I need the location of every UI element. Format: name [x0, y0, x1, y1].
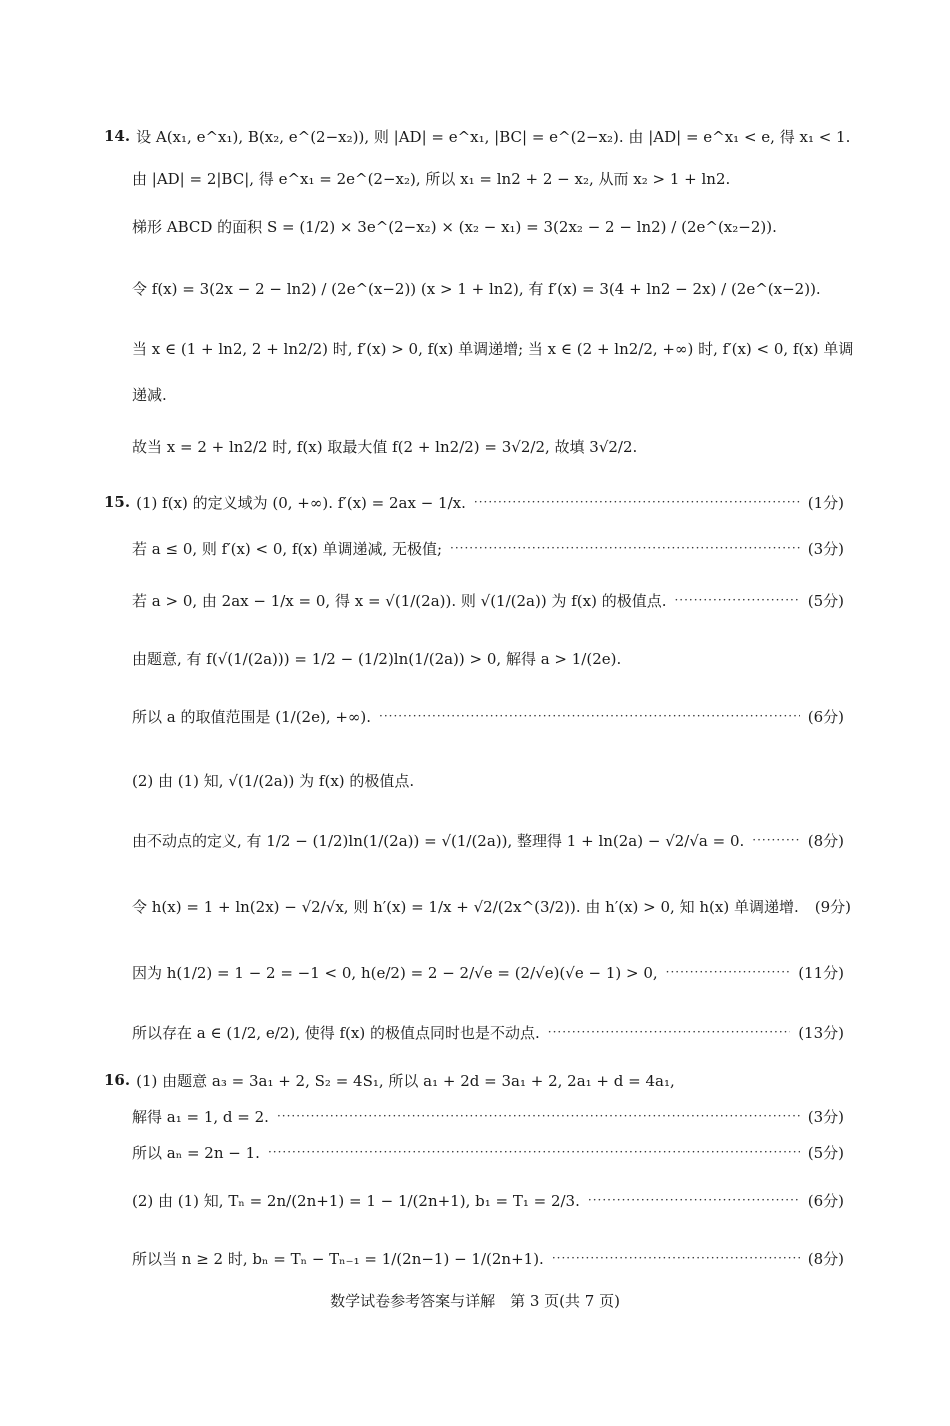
score-mark: (6分) [807, 707, 844, 726]
dot-leader [379, 709, 800, 723]
page-footer: 数学试卷参考答案与详解 第 3 页(共 7 页) [330, 1292, 620, 1310]
solution-text: 故当 x = 2 + ln2/2 时, f(x) 取最大值 f(2 + ln2/2) = 3√2/2, 故填 3√2/2. [132, 437, 638, 456]
dot-leader [552, 1251, 800, 1265]
dot-leader [474, 495, 800, 509]
dot-leader [450, 541, 800, 555]
problem-number: 16. [104, 1071, 131, 1089]
solution-text: 递减. [132, 385, 167, 404]
score-mark: (5分) [807, 1143, 844, 1162]
problem-number: 15. [104, 493, 131, 511]
p14-line-6 [132, 374, 844, 414]
solution-text: 解得 a₁ = 1, d = 2. [132, 1107, 269, 1126]
solution-text: 由题意, 有 f(√(1/(2a))) = 1/2 − (1/2)ln(1/(2a)) > 0, 解得 a > 1/(2e). [132, 649, 622, 668]
solution-text: 令 h(x) = 1 + ln(2x) − √2/√x, 则 h′(x) = 1/x + √2/(2x^(3/2)). 由 h′(x) > 0, 知 h(x) 单调递增. [132, 897, 799, 916]
score-mark: (3分) [807, 539, 844, 558]
p15-line-4 [132, 638, 844, 678]
dot-leader [548, 1025, 790, 1039]
solution-text: (2) 由 (1) 知, Tₙ = 2n/(2n+1) = 1 − 1/(2n+1), b₁ = T₁ = 2/3. [132, 1191, 580, 1210]
solution-text: 因为 h(1/2) = 1 − 2 = −1 < 0, h(e/2) = 2 − 2/√e = (2/√e)(√e − 1) > 0, [132, 963, 658, 982]
score-mark: (13分) [798, 1023, 844, 1042]
p16-line-5 [132, 1238, 844, 1278]
p14-line-2 [132, 158, 844, 198]
score-mark: (8分) [807, 831, 844, 850]
solution-text: 设 A(x₁, e^x₁), B(x₂, e^(2−x₂)), 则 |AD| = e^x₁, |BC| = e^(2−x₂). 由 |AD| = e^x₁ < e, 得 x₁ < 1. [136, 127, 851, 146]
solution-text: 所以 aₙ = 2n − 1. [132, 1143, 260, 1162]
p16-line-3 [132, 1132, 844, 1172]
solution-text: 由 |AD| = 2|BC|, 得 e^x₁ = 2e^(2−x₂), 所以 x₁ = ln2 + 2 − x₂, 从而 x₂ > 1 + ln2. [132, 169, 731, 188]
p14-line-7 [132, 426, 844, 466]
p15-line-3 [132, 580, 844, 620]
p16-line-2 [132, 1096, 844, 1136]
solution-text: 当 x ∈ (1 + ln2, 2 + ln2/2) 时, f′(x) > 0, f(x) 单调递增; 当 x ∈ (2 + ln2/2, +∞) 时, f′(x) < 0, f(x) 单调 [132, 339, 854, 358]
solution-text: 所以当 n ≥ 2 时, bₙ = Tₙ − Tₙ₋₁ = 1/(2n−1) − 1/(2n+1). [132, 1249, 544, 1268]
p15-line-1 [104, 482, 844, 522]
p15-line-2 [132, 528, 844, 568]
p15-line-7 [132, 820, 844, 860]
problem-number: 14. [104, 127, 131, 145]
solution-text: (1) f(x) 的定义域为 (0, +∞). f′(x) = 2ax − 1/x. [136, 493, 466, 512]
p15-line-5 [132, 696, 844, 736]
p15-line-6 [132, 760, 844, 800]
p14-line-5 [132, 328, 854, 368]
dot-leader [674, 593, 799, 607]
solution-text: 令 f(x) = 3(2x − 2 − ln2) / (2e^(x−2)) (x > 1 + ln2), 有 f′(x) = 3(4 + ln2 − 2x) / (2e^(x−2)). [132, 279, 821, 298]
score-mark: (1分) [807, 493, 844, 512]
solution-text: 梯形 ABCD 的面积 S = (1/2) × 3e^(2−x₂) × (x₂ − x₁) = 3(2x₂ − 2 − ln2) / (2e^(x₂−2)). [132, 217, 777, 236]
dot-leader [588, 1193, 800, 1207]
solution-text: 由不动点的定义, 有 1/2 − (1/2)ln(1/(2a)) = √(1/(2a)), 整理得 1 + ln(2a) − √2/√a = 0. [132, 831, 745, 850]
dot-leader [277, 1109, 800, 1123]
score-mark: (3分) [807, 1107, 844, 1126]
score-mark: (8分) [807, 1249, 844, 1268]
score-mark: (11分) [798, 963, 844, 982]
solution-text: 所以 a 的取值范围是 (1/(2e), +∞). [132, 707, 372, 726]
score-mark: (9分) [814, 897, 851, 916]
dot-leader [752, 833, 799, 847]
p15-line-8 [132, 886, 851, 926]
p16-line-1 [104, 1060, 844, 1100]
solution-text: 若 a ≤ 0, 则 f′(x) < 0, f(x) 单调递减, 无极值; [132, 539, 443, 558]
solution-text: 若 a > 0, 由 2ax − 1/x = 0, 得 x = √(1/(2a)). 则 √(1/(2a)) 为 f(x) 的极值点. [132, 591, 667, 610]
solution-text: (2) 由 (1) 知, √(1/(2a)) 为 f(x) 的极值点. [132, 771, 415, 790]
score-mark: (5分) [807, 591, 844, 610]
p14-line-3 [132, 206, 844, 246]
solution-text: 所以存在 a ∈ (1/2, e/2), 使得 f(x) 的极值点同时也是不动点. [132, 1023, 540, 1042]
dot-leader [268, 1145, 800, 1159]
p15-line-10 [132, 1012, 844, 1052]
p16-line-4 [132, 1180, 844, 1220]
p14-line-1 [104, 116, 851, 156]
p14-line-4 [132, 268, 844, 308]
solution-text: (1) 由题意 a₃ = 3a₁ + 2, S₂ = 4S₁, 所以 a₁ + 2d = 3a₁ + 2, 2a₁ + d = 4a₁, [136, 1071, 675, 1090]
p15-line-9 [132, 952, 844, 992]
score-mark: (6分) [807, 1191, 844, 1210]
dot-leader [666, 965, 791, 979]
